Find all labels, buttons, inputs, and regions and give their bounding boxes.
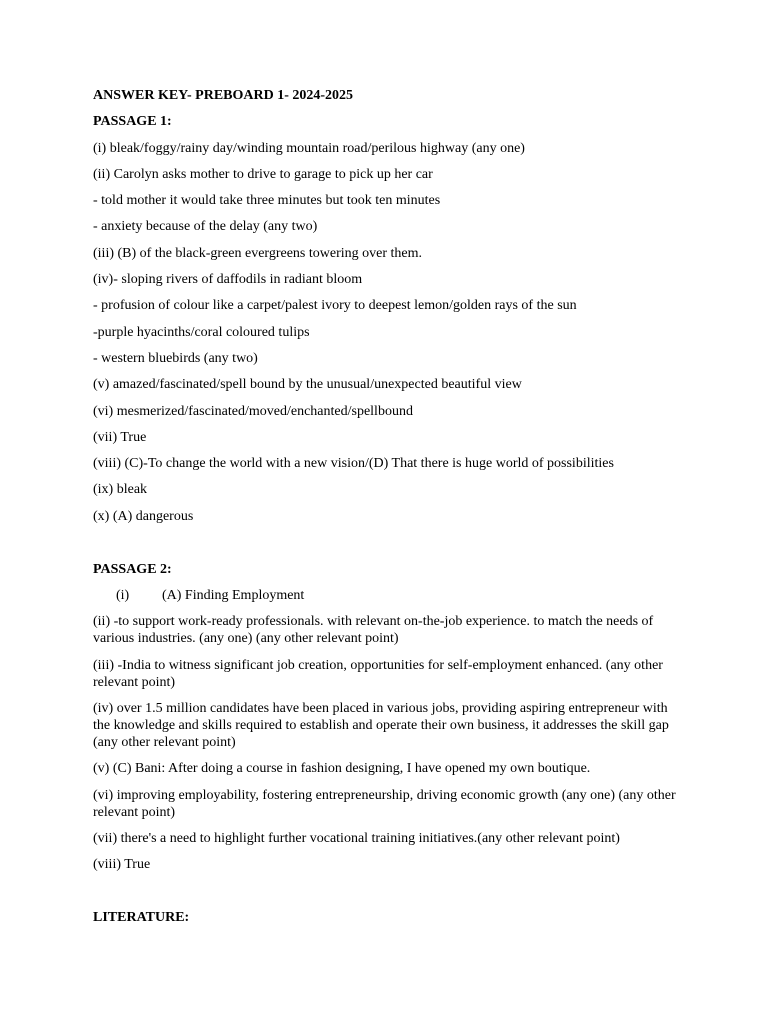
passage-2-line: (vii) there's a need to highlight further vocational training initiatives.(any other relevant point)	[93, 830, 620, 846]
passage-1-line: (iv)- sloping rivers of daffodils in radiant bloom	[93, 272, 363, 288]
passage-1-line: (ix) bleak	[93, 482, 148, 498]
passage-2-first-item	[93, 587, 683, 604]
passage-1-line: (i) bleak/foggy/rainy day/winding mountain road/perilous highway (any one)	[93, 140, 525, 156]
passage-2-heading: PASSAGE 2:	[93, 561, 172, 577]
document-page	[93, 87, 683, 935]
passage-1-line: (v) amazed/fascinated/spell bound by the unusual/unexpected beautiful view	[93, 377, 522, 393]
passage-2-line: (iii) -India to witness significant job creation, opportunities for self-employment enhanced. (any other relevant point)	[93, 657, 663, 690]
passage-1-line: - profusion of colour like a carpet/palest ivory to deepest lemon/golden rays of the sun	[93, 298, 577, 314]
passage-1-line: (vii) True	[93, 429, 147, 445]
passage-2-first-number: (i)	[116, 588, 130, 604]
passage-1-line: -purple hyacinths/coral coloured tulips	[93, 324, 310, 340]
document-title: ANSWER KEY- PREBOARD 1- 2024-2025	[93, 88, 354, 103]
passage-1-line: (viii) (C)-To change the world with a new vision/(D) That there is huge world of possibilities	[93, 456, 614, 472]
literature-heading: LITERATURE:	[93, 910, 190, 926]
passage-2-first-text: (A) Finding Employment	[162, 588, 305, 604]
passage-1-line: - western bluebirds (any two)	[93, 350, 258, 366]
passage-1-answers	[93, 140, 683, 525]
passage-1-line: - told mother it would take three minutes but took ten minutes	[93, 193, 441, 209]
passage-2-line: (viii) True	[93, 857, 151, 873]
passage-2-answers	[93, 587, 683, 873]
passage-2-line: (ii) -to support work-ready professionals. with relevant on-the-job experience. to match the needs of various industries. (any one) (any other relevant point)	[93, 614, 654, 647]
passage-2-line: (iv) over 1.5 million candidates have been placed in various jobs, providing aspiring entrepreneur with the knowledge and skills required to establish and operate their own business, it addresses the skill gap (any other relevant point)	[93, 700, 669, 750]
passage-1-line: (x) (A) dangerous	[93, 508, 194, 524]
passage-1-line: (vi) mesmerized/fascinated/moved/enchanted/spellbound	[93, 403, 413, 419]
passage-2-line: (v) (C) Bani: After doing a course in fashion designing, I have opened my own boutique.	[93, 761, 591, 777]
passage-1-heading: PASSAGE 1:	[93, 114, 172, 130]
passage-1-line: - anxiety because of the delay (any two)	[93, 219, 318, 235]
passage-1-line: (iii) (B) of the black-green evergreens towering over them.	[93, 245, 422, 261]
passage-1-line: (ii) Carolyn asks mother to drive to garage to pick up her car	[93, 166, 433, 182]
passage-2-line: (vi) improving employability, fostering entrepreneurship, driving economic growth (any one) (any other relevant point)	[93, 787, 676, 820]
